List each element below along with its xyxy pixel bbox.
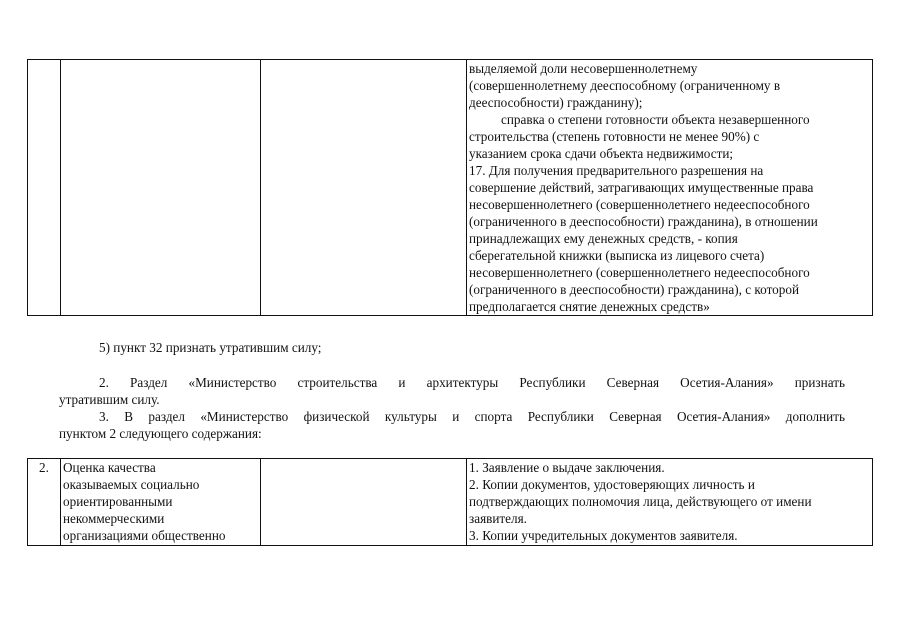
cell-text-line: (ограниченного в дееспособности) гражданина), в отношении	[469, 214, 818, 229]
paragraph-text: 5) пункт 32 признать утратившим силу;	[99, 340, 322, 355]
cell-text-line: некоммерческими	[63, 511, 165, 526]
cell-text-line: строительства (степень готовности не менее 90%) с	[469, 129, 760, 144]
cell-text-line: организациями общественно	[63, 528, 226, 543]
table-cell-authority	[261, 60, 467, 316]
cell-text-line: предполагается снятие денежных средств»	[469, 299, 710, 314]
cell-text-line: Оценка качества	[63, 460, 156, 475]
table-row	[28, 459, 873, 546]
cell-text-line: выделяемой доли несовершеннолетнему	[469, 61, 698, 76]
addition-table	[27, 458, 873, 546]
cell-text-line: подтверждающих полномочия лица, действующего от имени	[469, 494, 812, 509]
cell-text-line: (совершеннолетнему дееспособному (ограниченному в	[469, 78, 781, 93]
paragraph-item-3	[59, 408, 845, 442]
table-cell-service	[61, 60, 261, 316]
cell-text-line: оказываемых социально	[63, 477, 200, 492]
paragraph-line	[59, 408, 845, 425]
cell-text-line: ориентированными	[63, 494, 173, 509]
table-cell-documents	[467, 459, 873, 546]
paragraph-text: 3. В раздел «Министерство физической культуры и спорта Республики Северная Осетия-Алания» дополнить	[99, 409, 845, 424]
cell-text-line: несовершеннолетнего (совершеннолетнего недееспособного	[469, 265, 810, 280]
cell-text-line: заявителя.	[469, 511, 527, 526]
table-cell-service	[61, 459, 261, 546]
cell-text-line: (ограниченного в дееспособности) гражданина), с которой	[469, 282, 799, 297]
table-cell-documents	[467, 60, 873, 316]
continuation-table	[27, 59, 873, 316]
cell-text-line: дееспособности) гражданину);	[469, 95, 643, 110]
cell-text-line: 17. Для получения предварительного разрешения на	[469, 163, 764, 178]
cell-text-line: сберегательной книжки (выписка из лицевого счета)	[469, 248, 765, 263]
cell-text-line: принадлежащих ему денежных средств, - копия	[469, 231, 738, 246]
paragraph-line: утратившим силу.	[59, 392, 160, 407]
cell-text-line: несовершеннолетнего (совершеннолетнего недееспособного	[469, 197, 810, 212]
paragraph-line	[59, 374, 845, 391]
cell-text-line: справка о степени готовности объекта незавершенного	[501, 112, 810, 127]
cell-text-line: 1. Заявление о выдаче заключения.	[469, 460, 665, 475]
table-row	[28, 60, 873, 316]
table-cell-number	[28, 459, 61, 546]
cell-text-line: совершение действий, затрагивающих имущественные права	[469, 180, 814, 195]
paragraph-line: пунктом 2 следующего содержания:	[59, 426, 262, 441]
table-cell-authority	[261, 459, 467, 546]
paragraph-item-2	[59, 374, 845, 408]
table-cell-number	[28, 60, 61, 316]
paragraph-item-5	[99, 339, 321, 356]
cell-text-line: 3. Копии учредительных документов заявителя.	[469, 528, 738, 543]
row-number: 2.	[39, 460, 49, 475]
cell-text-line: указанием срока сдачи объекта недвижимости;	[469, 146, 734, 161]
paragraph-text: 2. Раздел «Министерство строительства и архитектуры Республики Северная Осетия-Алания» признать	[99, 375, 845, 390]
cell-text-line: 2. Копии документов, удостоверяющих личность и	[469, 477, 755, 492]
